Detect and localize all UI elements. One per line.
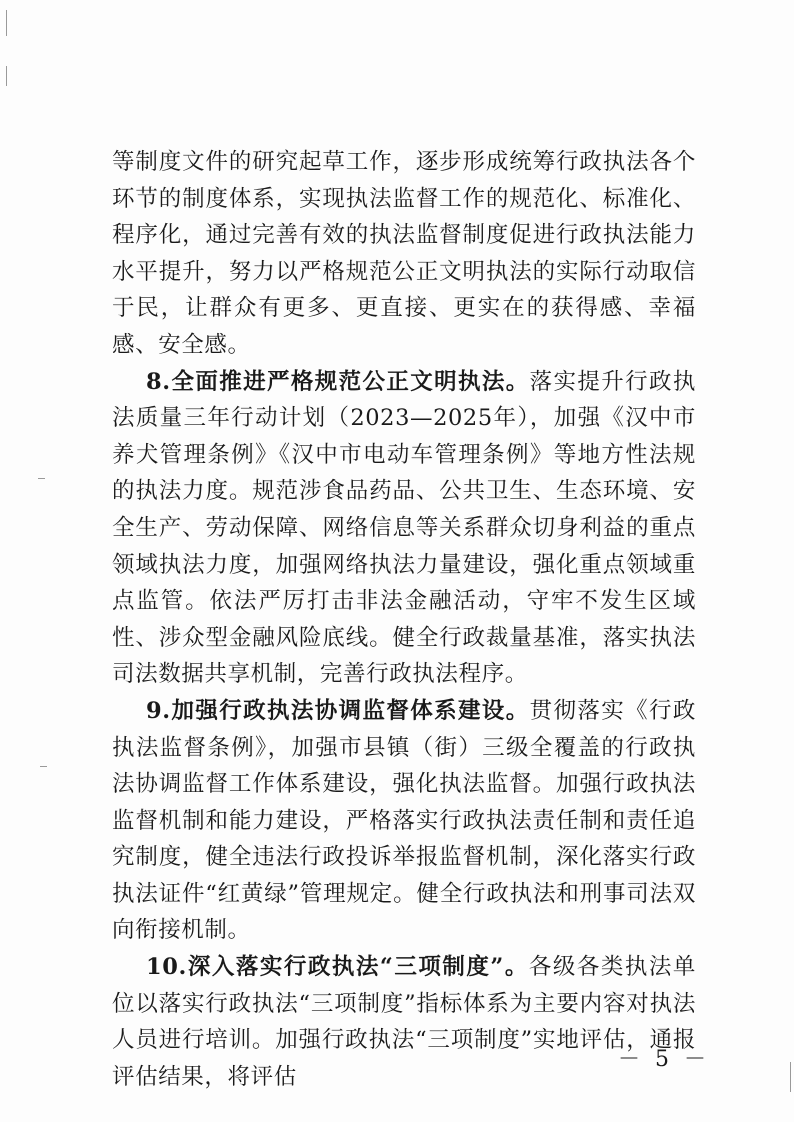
item-8-text: 落实提升行政执法质量三年行动计划（2023—2025年），加强《汉中市养犬管理条例》《汉中市电动车管理条例》等地方性法规的执法力度。规范涉食品药品、公共卫生、生态环境、安全生产、劳动保障、网络信息等关系群众切身利益的重点领域执法力度，加强网络执法力量建设，强化重点领域重点监管。依法严厉打击非法金融活动，守牢不发生区域性、涉众型金融风险底线。健全行政裁量基准，落实执法司法数据共享机制，完善行政执法程序。 <box>112 368 696 688</box>
item-9-text: 贯彻落实《行政执法监督条例》，加强市县镇（街）三级全覆盖的行政执法协调监督工作体系建设，强化执法监督。加强行政执法监督机制和能力建设，严格落实行政执法责任制和责任追究制度，健全违法行政投诉举报监督机制，深化落实行政执法证件“红黄绿”管理规定。健全行政执法和刑事司法双向衔接机制。 <box>112 697 696 944</box>
scan-edge-mark <box>40 766 47 767</box>
paragraph-item-8 <box>112 364 696 693</box>
scan-edge-mark <box>790 1062 791 1092</box>
scan-edge-mark <box>6 66 7 86</box>
paragraph-text: 等制度文件的研究起草工作，逐步形成统筹行政执法各个环节的制度体系，实现执法监督工作的规范化、标准化、程序化，通过完善有效的执法监督制度促进行政执法能力水平提升，努力以严格规范公正文明执法的实际行动取信于民，让群众有更多、更直接、更实在的获得感、幸福感、安全感。 <box>112 149 696 358</box>
scan-edge-mark <box>38 478 45 479</box>
page-number: － 5 － <box>618 1047 710 1072</box>
item-10-heading: 10.深入落实行政执法“三项制度”。 <box>146 954 529 981</box>
scan-edge-mark <box>6 10 7 36</box>
paragraph-item-10 <box>112 949 696 1095</box>
paragraph-continuation <box>112 144 696 364</box>
document-body <box>112 144 696 1095</box>
item-9-heading: 9.加强行政执法协调监督体系建设。 <box>146 697 530 724</box>
item-10-text: 各级各类执法单位以落实行政执法“三项制度”指标体系为主要内容对执法人员进行培训。加强行政执法“三项制度”实地评估，通报评估结果，将评估 <box>112 954 696 1090</box>
paragraph-item-9 <box>112 693 696 949</box>
item-8-heading: 8.全面推进严格规范公正文明执法。 <box>146 368 530 395</box>
